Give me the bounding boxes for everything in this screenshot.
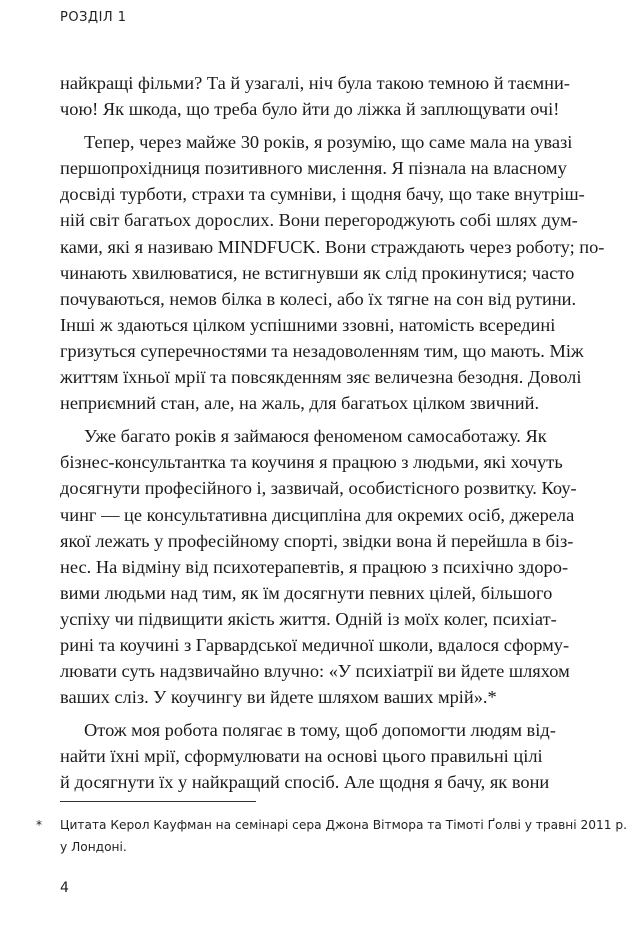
footnote-line: у Лондоні. (60, 840, 127, 854)
body-text (60, 70, 605, 796)
text-line: ками, які я називаю MINDFUCK. Вони страждають через роботу; по- (60, 236, 605, 257)
text-line: почуваються, немов білка в колесі, або їх тягне на сон від рутини. (60, 288, 577, 309)
chapter-header: РОЗДІЛ 1 (60, 10, 127, 25)
text-line: досягнути професійного і, зазвичай, особистісного розвитку. Коу- (60, 478, 577, 499)
text-line: найти їхні мрії, сформулювати на основі цього правильні цілі (60, 746, 543, 767)
text-line: нес. На відміну від психотерапевтів, я працюю з психічно здоро- (60, 556, 569, 577)
text-line: ній світ багатьох дорослих. Вони перегороджують собі шлях дум- (60, 210, 578, 231)
text-line: ваших сліз. У коучингу ви йдете шляхом ваших мрій».* (60, 687, 497, 708)
text-line: бізнес-консультантка та коучиня я працюю з людьми, які хочуть (60, 452, 563, 473)
text-line: Інші ж здаються цілком успішними ззовні, натомість всередині (60, 314, 556, 335)
page-number: 4 (60, 880, 69, 896)
footnote-divider (60, 801, 256, 802)
text-line: життям їхньої мрії та повсякденням зяє величезна безодня. Доволі (60, 367, 582, 388)
text-line: чою! Як шкода, що треба було йти до ліжка й заплющувати очі! (60, 99, 560, 120)
text-line: й досягнути їх у найкращий спосіб. Але щодня я бачу, як вони (60, 772, 550, 793)
text-line: першопрохідниця позитивного мислення. Я пізнала на власному (60, 158, 567, 179)
text-line: успіху чи підвищити якість життя. Одній із моїх колег, психіат- (60, 608, 557, 629)
text-line: лювати суть надзвичайно влучно: «У психіатрії ви йдете шляхом (60, 661, 570, 682)
text-line: вими людьми над тим, як їм досягнути певних цілей, більшого (60, 582, 553, 603)
text-line: рині та коучині з Гарвардської медичної школи, вдалося сформу- (60, 634, 570, 655)
footnote-line: Цитата Керол Кауфман на семінарі сера Джона Вітмора та Тімоті Ґолві у травні 2011 р. (60, 818, 627, 832)
footnote-mark: * (36, 818, 43, 832)
text-line: якої лежать у професійному спорті, звідки вона й перейшла в біз- (60, 530, 574, 551)
text-line: чинають хвилюватися, не встигнувши як слід прокинутися; часто (60, 262, 575, 283)
text-line: Отож моя робота полягає в тому, щоб допомогти людям від- (84, 720, 556, 741)
text-line: гризуться суперечностями та незадоволенням тим, що мають. Між (60, 340, 584, 361)
text-line: Уже багато років я займаюся феноменом самосаботажу. Як (84, 426, 547, 447)
text-line: досвіді турботи, страхи та сумніви, і щодня бачу, що таке внутріш- (60, 184, 585, 205)
text-line: найкращі фільми? Та й узагалі, ніч була такою темною й таємни- (60, 73, 570, 93)
text-line: чинг — це консультативна дисципліна для окремих осіб, джерела (60, 504, 575, 525)
text-line: Тепер, через майже 30 років, я розумію, що саме мала на увазі (84, 132, 573, 153)
text-line: неприємний стан, але, на жаль, для багатьох цілком звичний. (60, 393, 540, 414)
